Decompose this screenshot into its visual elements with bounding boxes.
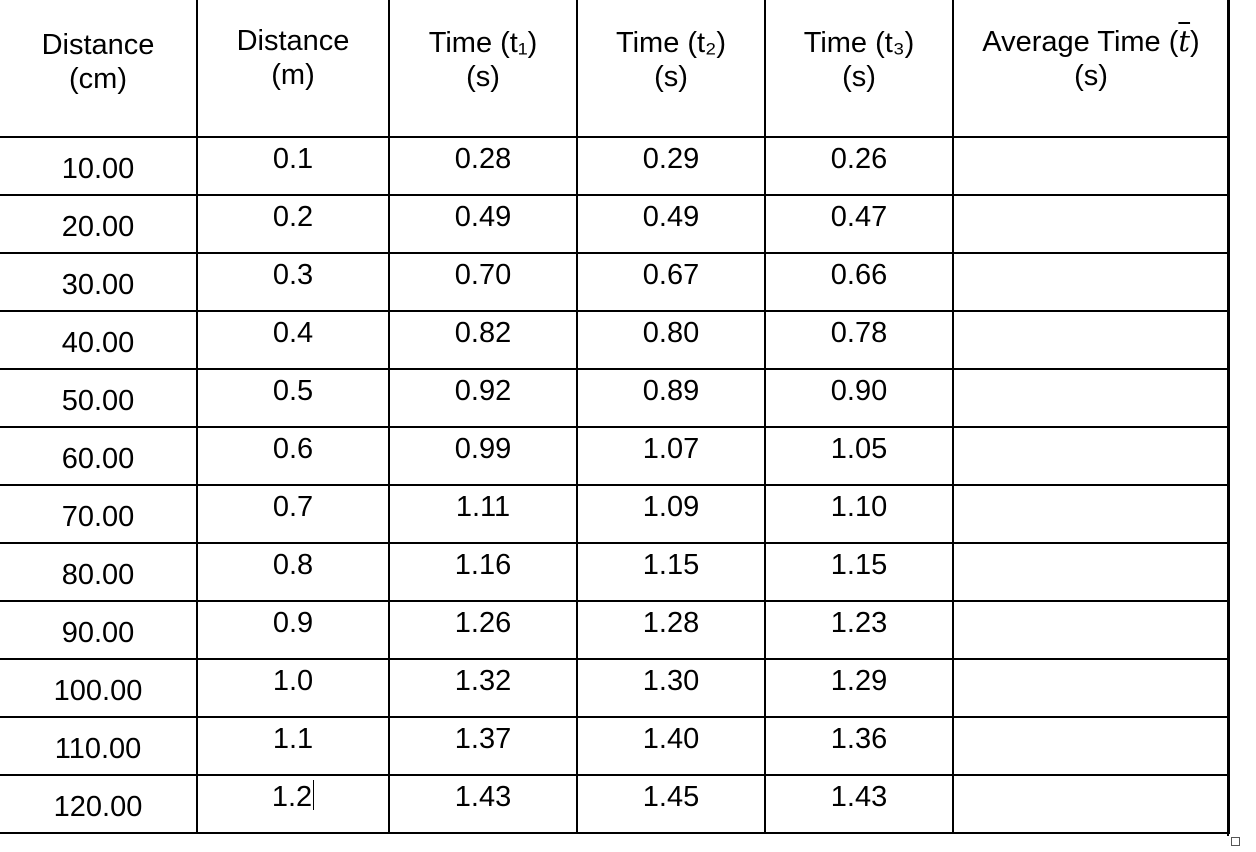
cell-distance-cm[interactable] — [0, 311, 197, 369]
cell-distance-m-text: 1.2 — [271, 781, 313, 813]
cell-time-t1[interactable] — [389, 601, 577, 659]
cell-distance-cm[interactable] — [0, 195, 197, 253]
cell-distance-m[interactable] — [197, 369, 389, 427]
text-cursor — [313, 780, 314, 810]
cell-distance-cm[interactable] — [0, 775, 197, 833]
cell-distance-cm[interactable] — [0, 485, 197, 543]
cell-average-time[interactable] — [953, 485, 1229, 543]
header-distance-m-line1: Distance — [236, 25, 350, 57]
cell-distance-cm-text: 110.00 — [54, 733, 142, 765]
cell-time-t3-text: 0.78 — [830, 317, 888, 349]
header-distance-cm-line1: Distance — [41, 29, 155, 61]
cell-time-t1-text: 1.32 — [454, 665, 512, 697]
cell-time-t2[interactable] — [577, 311, 765, 369]
cell-time-t1-text: 1.26 — [454, 607, 512, 639]
cell-time-t2-text: 1.30 — [642, 665, 700, 697]
cell-distance-m-text: 0.7 — [272, 491, 314, 523]
header-time-t3-line1: Time (t₃) — [803, 27, 915, 59]
header-average-time-line1 — [954, 24, 1228, 59]
header-distance-cm[interactable] — [0, 0, 197, 137]
cell-distance-m-text: 1.0 — [272, 665, 314, 697]
cell-time-t1[interactable] — [389, 195, 577, 253]
cell-distance-m-text: 0.1 — [272, 143, 314, 175]
cell-time-t3[interactable] — [765, 311, 953, 369]
header-time-t3-line2: (s) — [842, 61, 876, 93]
header-average-time-suffix: ) — [1190, 26, 1200, 58]
cell-time-t3-text: 0.26 — [830, 143, 888, 175]
cell-time-t2-text: 0.29 — [642, 143, 700, 175]
header-distance-cm-line2: (cm) — [69, 63, 127, 95]
cell-time-t2[interactable] — [577, 485, 765, 543]
cell-distance-cm-text: 20.00 — [61, 211, 135, 243]
table-row — [0, 427, 1229, 485]
cell-distance-cm-text: 90.00 — [61, 617, 135, 649]
cell-time-t1-text: 1.16 — [454, 549, 512, 581]
table-row — [0, 137, 1229, 195]
cell-time-t2[interactable] — [577, 427, 765, 485]
cell-time-t3-text: 1.23 — [830, 607, 888, 639]
cell-distance-cm-text: 100.00 — [53, 675, 143, 707]
cell-distance-m[interactable] — [197, 195, 389, 253]
cell-time-t1[interactable] — [389, 543, 577, 601]
cell-distance-cm[interactable] — [0, 137, 197, 195]
table-row — [0, 717, 1229, 775]
cell-distance-cm[interactable] — [0, 253, 197, 311]
table-row — [0, 659, 1229, 717]
cell-time-t1[interactable] — [389, 659, 577, 717]
cell-time-t1-text: 1.37 — [454, 723, 512, 755]
cell-time-t1[interactable] — [389, 427, 577, 485]
cell-time-t3[interactable] — [765, 137, 953, 195]
cell-time-t3-text: 0.90 — [830, 375, 888, 407]
header-time-t1[interactable] — [389, 0, 577, 137]
cell-time-t2-text: 1.07 — [642, 433, 700, 465]
cell-average-time[interactable] — [953, 775, 1229, 833]
cell-time-t1-text: 0.28 — [454, 143, 512, 175]
cell-distance-cm-text: 60.00 — [61, 443, 135, 475]
cell-distance-cm-text: 50.00 — [61, 385, 135, 417]
cell-distance-cm[interactable] — [0, 717, 197, 775]
cell-distance-cm-text: 40.00 — [61, 327, 135, 359]
cell-time-t1-text: 1.43 — [454, 781, 512, 813]
cell-time-t1[interactable] — [389, 137, 577, 195]
cell-average-time[interactable] — [953, 195, 1229, 253]
cell-time-t3-text: 1.10 — [830, 491, 888, 523]
cell-time-t3-text: 0.47 — [830, 201, 888, 233]
cell-distance-m[interactable] — [197, 311, 389, 369]
header-time-t2-line2: (s) — [654, 61, 688, 93]
table-row — [0, 601, 1229, 659]
cell-distance-cm[interactable] — [0, 427, 197, 485]
cell-distance-cm-text: 10.00 — [61, 153, 135, 185]
cell-distance-m-text: 0.9 — [272, 607, 314, 639]
cell-distance-m[interactable] — [197, 137, 389, 195]
table-row — [0, 775, 1229, 833]
cell-time-t3-text: 1.36 — [830, 723, 888, 755]
cell-time-t3[interactable] — [765, 253, 953, 311]
cell-distance-cm-text: 70.00 — [61, 501, 135, 533]
cell-distance-m-text: 0.3 — [272, 259, 314, 291]
cell-time-t1[interactable] — [389, 717, 577, 775]
cell-time-t2-text: 0.89 — [642, 375, 700, 407]
cell-distance-m[interactable] — [197, 427, 389, 485]
cell-time-t1[interactable] — [389, 369, 577, 427]
table-row — [0, 311, 1229, 369]
cell-time-t2[interactable] — [577, 369, 765, 427]
cell-time-t3[interactable] — [765, 717, 953, 775]
header-time-t2-line1: Time (t₂) — [615, 27, 727, 59]
header-time-t2[interactable] — [577, 0, 765, 137]
cell-time-t2-text: 1.09 — [642, 491, 700, 523]
cell-time-t2-text: 0.67 — [642, 259, 700, 291]
header-distance-m[interactable] — [197, 0, 389, 137]
cell-distance-m[interactable] — [197, 601, 389, 659]
cell-distance-cm-text: 120.00 — [53, 791, 143, 823]
table-row — [0, 543, 1229, 601]
cell-time-t2-text: 1.45 — [642, 781, 700, 813]
cell-time-t3-text: 0.66 — [830, 259, 888, 291]
cell-time-t1[interactable] — [389, 775, 577, 833]
cell-distance-cm[interactable] — [0, 601, 197, 659]
cell-distance-cm-text: 30.00 — [61, 269, 135, 301]
cell-time-t3[interactable] — [765, 543, 953, 601]
cell-distance-m-text: 0.5 — [272, 375, 314, 407]
cell-time-t1[interactable] — [389, 311, 577, 369]
cell-time-t1-text: 0.82 — [454, 317, 512, 349]
cell-time-t3-text: 1.05 — [830, 433, 888, 465]
cell-distance-cm[interactable] — [0, 659, 197, 717]
cell-distance-m[interactable] — [197, 253, 389, 311]
header-time-t1-line1: Time (t₁) — [428, 27, 538, 59]
cell-average-time[interactable] — [953, 369, 1229, 427]
cell-distance-cm-text: 80.00 — [61, 559, 135, 591]
cell-average-time[interactable] — [953, 717, 1229, 775]
cell-time-t3[interactable] — [765, 775, 953, 833]
cell-time-t2[interactable] — [577, 137, 765, 195]
cell-time-t3[interactable] — [765, 427, 953, 485]
cell-distance-m[interactable] — [197, 775, 389, 833]
cell-time-t1-text: 0.99 — [454, 433, 512, 465]
cell-time-t3[interactable] — [765, 601, 953, 659]
cell-time-t3-text: 1.15 — [830, 549, 888, 581]
cell-time-t3[interactable] — [765, 195, 953, 253]
header-time-t1-line2: (s) — [466, 61, 500, 93]
cell-distance-m-text: 0.4 — [272, 317, 314, 349]
table-row — [0, 369, 1229, 427]
cell-time-t1-text: 0.70 — [454, 259, 512, 291]
cell-time-t2[interactable] — [577, 543, 765, 601]
cell-average-time[interactable] — [953, 601, 1229, 659]
cell-time-t1-text: 0.92 — [454, 375, 512, 407]
header-average-time-line2: (s) — [1074, 60, 1108, 92]
cell-distance-m[interactable] — [197, 717, 389, 775]
header-distance-m-line2: (m) — [271, 59, 315, 91]
cell-average-time[interactable] — [953, 659, 1229, 717]
table-resize-handle[interactable] — [1231, 837, 1240, 846]
cell-distance-cm[interactable] — [0, 543, 197, 601]
header-average-time-prefix: Average Time ( — [982, 26, 1179, 58]
cell-time-t2-text: 1.40 — [642, 723, 700, 755]
cell-distance-m-text: 0.2 — [272, 201, 314, 233]
table-row — [0, 253, 1229, 311]
cell-time-t1-text: 1.11 — [455, 491, 511, 523]
cell-time-t2[interactable] — [577, 253, 765, 311]
t-bar-symbol: $\overline{t}$ — [1178, 24, 1191, 58]
cell-time-t2-text: 0.49 — [642, 201, 700, 233]
header-row — [0, 0, 1229, 137]
cell-time-t2[interactable] — [577, 195, 765, 253]
cell-distance-m-text: 0.8 — [272, 549, 314, 581]
cell-time-t1[interactable] — [389, 253, 577, 311]
cell-average-time[interactable] — [953, 543, 1229, 601]
table-row — [0, 195, 1229, 253]
cell-time-t1[interactable] — [389, 485, 577, 543]
cell-distance-m[interactable] — [197, 659, 389, 717]
cell-distance-m[interactable] — [197, 543, 389, 601]
cell-time-t2-text: 1.28 — [642, 607, 700, 639]
cell-time-t3[interactable] — [765, 659, 953, 717]
cell-time-t1-text: 0.49 — [454, 201, 512, 233]
cell-average-time[interactable] — [953, 253, 1229, 311]
cell-time-t2-text: 1.15 — [642, 549, 700, 581]
cell-distance-m-text: 1.1 — [272, 723, 314, 755]
header-average-time[interactable] — [953, 0, 1229, 137]
cell-average-time[interactable] — [953, 427, 1229, 485]
cell-distance-m-text: 0.6 — [272, 433, 314, 465]
cell-distance-cm[interactable] — [0, 369, 197, 427]
cell-time-t2[interactable] — [577, 601, 765, 659]
cell-time-t2[interactable] — [577, 659, 765, 717]
cell-time-t2[interactable] — [577, 717, 765, 775]
cell-time-t2[interactable] — [577, 775, 765, 833]
cell-time-t3-text: 1.29 — [830, 665, 888, 697]
table-right-border — [1227, 0, 1229, 836]
table-row — [0, 485, 1229, 543]
cell-average-time[interactable] — [953, 311, 1229, 369]
header-time-t3[interactable] — [765, 0, 953, 137]
cell-time-t3[interactable] — [765, 369, 953, 427]
cell-distance-m[interactable] — [197, 485, 389, 543]
cell-time-t2-text: 0.80 — [642, 317, 700, 349]
cell-time-t3[interactable] — [765, 485, 953, 543]
cell-time-t3-text: 1.43 — [830, 781, 888, 813]
cell-average-time[interactable] — [953, 137, 1229, 195]
